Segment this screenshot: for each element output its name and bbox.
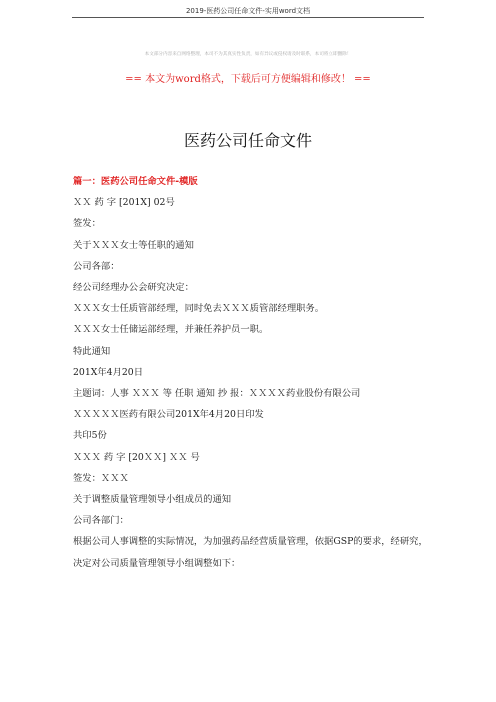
header-divider	[72, 17, 424, 18]
body-paragraph: 经公司经理办公会研究决定：	[73, 282, 194, 294]
notice-subject: 关于ＸＸＸ女士等任职的通知	[73, 239, 194, 251]
notice-subject: 关于调整质量管理领导小组成员的通知	[73, 494, 232, 506]
issuer-line: ＸＸＸＸＸ医药有限公司201X年4月20日印发	[73, 409, 264, 421]
document-body	[73, 171, 428, 574]
document-title: 医药公司任命文件	[183, 131, 312, 150]
body-paragraph: ＸＸＸ女士任质管部经理，同时免去ＸＸＸ质管部经理职务。	[73, 303, 325, 315]
subject-words-line: 主题词：人事 ＸＸＸ 等 任职 通知 抄 报：ＸＸＸＸ药业股份有限公司	[73, 388, 361, 400]
signatory-line: 签发：ＸＸＸ	[73, 472, 129, 484]
page-header-title: 2019-医药公司任命文件-实用word文档	[185, 7, 311, 15]
copies-line: 共印5份	[73, 430, 107, 442]
signatory-line: 签发：	[73, 218, 101, 230]
date-line: 201X年4月20日	[73, 366, 143, 378]
section-heading: 篇一：医药公司任命文件-模版	[73, 176, 198, 187]
document-number: ＸＸＸ 药 字 [20ＸＸ] ＸＸ 号	[73, 451, 200, 463]
document-number: ＸＸ 药 字 [201X] 02号	[73, 197, 175, 209]
addressee-line: 公司各部门：	[73, 515, 129, 527]
disclaimer-text: 本文部分内容来自网络整理，本司不为其真实性负责，如有异议或侵权请及时联系，本司将立即删除！	[144, 52, 352, 57]
format-notice: == 本文为word格式，下载后可方便编辑和修改！ ==	[125, 74, 371, 85]
body-paragraph: ＸＸＸ女士任储运部经理，并兼任养护员一职。	[73, 324, 269, 336]
body-paragraph: 根据公司人事调整的实际情况，为加强药品经营质量管理，依据GSP的要求，经研究，决定对公司质量管理领导小组调整如下：	[73, 536, 428, 569]
closing-line: 特此通知	[73, 345, 111, 357]
addressee-line: 公司各部：	[73, 260, 120, 272]
